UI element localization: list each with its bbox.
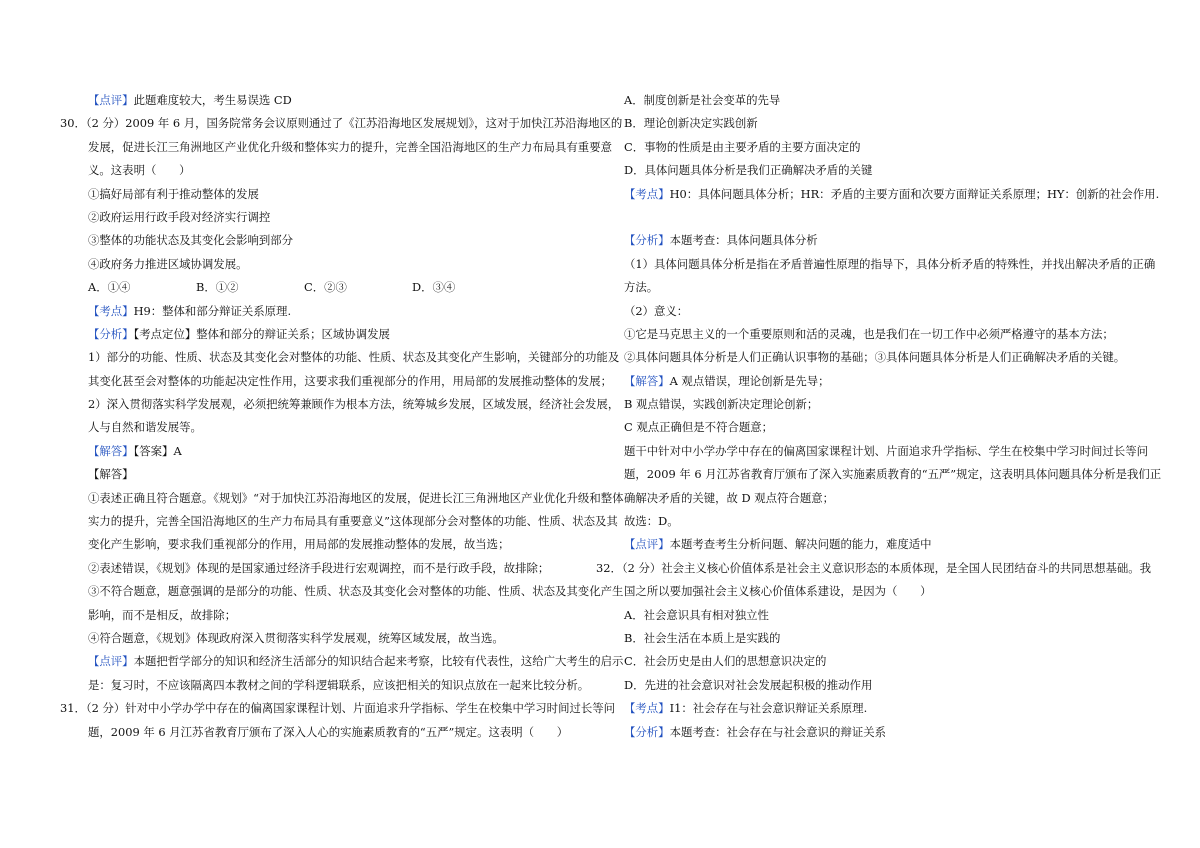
question-number: 32． <box>596 560 622 575</box>
line-text: 题，2009 年 6 月江苏省教育厅颁布了深入人心的实施素质教育的“五严”规定。这表明（ ） <box>88 724 569 739</box>
line-text: A．社会意识具有相对独立性 <box>624 607 769 622</box>
text-line <box>88 229 593 252</box>
answer-option: A．①④ <box>88 280 131 295</box>
section-tag: 【点评】 <box>624 537 670 552</box>
text-line <box>624 463 1162 486</box>
text-line <box>88 206 593 229</box>
line-text: 人与自然和谐发展等。 <box>88 420 202 435</box>
text-line <box>624 323 1129 346</box>
line-text: 国之所以要加强社会主义核心价值体系建设，是因为（ ） <box>624 584 932 599</box>
section-tag: 【分析】 <box>624 233 670 248</box>
text-line <box>624 393 1129 416</box>
text-line <box>624 440 1148 463</box>
line-text: （1）具体问题具体分析是指在矛盾普遍性原理的指导下，具体分析矛盾的特殊性，并找出解决矛盾的正确 <box>624 256 1156 271</box>
text-line <box>624 580 1129 603</box>
line-text: ④政府务力推进区域协调发展。 <box>88 256 248 271</box>
line-text: 此题难度较大，考生易误选 CD <box>133 93 292 107</box>
text-line <box>624 346 1129 369</box>
text-line <box>88 510 618 533</box>
text-line <box>88 580 624 603</box>
text-line <box>88 463 593 486</box>
text-line <box>88 183 593 206</box>
line-text: I1：社会存在与社会意识辩证关系原理. <box>669 701 868 716</box>
text-line <box>624 89 1129 112</box>
line-text: H9：整体和部分辩证关系原理. <box>133 303 292 318</box>
section-tag: 【考点】 <box>624 701 670 716</box>
text-line <box>624 159 1129 182</box>
section-tag: 【解答】 <box>624 373 670 388</box>
section-tag: 【点评】 <box>88 93 134 107</box>
question-number: 31． <box>60 701 86 716</box>
text-line <box>88 674 593 697</box>
text-line <box>624 604 1129 627</box>
line-text: 影响，而不是相反，故排除； <box>88 607 237 622</box>
text-line <box>624 487 1129 510</box>
line-text: （2 分）社会主义核心价值体系是社会主义意识形态的本质体现，是全国人民团结奋斗的共同思想基础。我 <box>621 560 1152 575</box>
line-text: B．理论创新决定实践创新 <box>624 116 758 131</box>
text-line <box>88 89 593 112</box>
text-line <box>624 510 1129 533</box>
line-text: 其变化甚至会对整体的功能起决定性作用，这要求我们重视部分的作用，用局部的发展推动整体的发展； <box>88 373 612 388</box>
text-line <box>88 557 593 580</box>
line-text: 题干中针对中小学办学中存在的偏离国家课程计划、片面追求升学指标、学生在校集中学习时间过长等问 <box>624 443 1148 458</box>
text-line <box>624 627 1129 650</box>
line-text: ③整体的功能状态及其变化会影响到部分 <box>88 233 294 248</box>
text-line <box>88 627 593 650</box>
text-line <box>88 370 612 393</box>
section-tag: 【分析】 <box>624 724 670 739</box>
line-text: （2 分）针对中小学办学中存在的偏离国家课程计划、片面追求升学指标、学生在校集中学习时间过长等问 <box>85 701 616 716</box>
text-line <box>88 323 593 346</box>
section-tag: 【解答】 <box>88 443 134 458</box>
text-line <box>624 253 1156 276</box>
text-line <box>88 604 593 627</box>
line-text: 实力的提升，完善全国沿海地区的生产力布局具有重要意义”这体现部分会对整体的功能、性质、状态及其 <box>88 514 618 529</box>
line-text: ④符合题意，《规划》体现政府深入贯彻落实科学发展观，统筹区域发展，故当选。 <box>88 630 504 645</box>
text-line <box>88 393 620 416</box>
text-line <box>88 487 624 510</box>
line-text: 【考点定位】整体和部分的辩证关系；区域协调发展 <box>133 326 390 341</box>
line-text: A 观点错误，理论创新是先导； <box>669 373 830 388</box>
text-line <box>624 697 1129 720</box>
line-text: C．事物的性质是由主要矛盾的主要方面决定的 <box>624 139 861 154</box>
line-text: 本题考查：社会存在与社会意识的辩证关系 <box>669 724 887 739</box>
text-line <box>88 159 593 182</box>
line-text: ②表述错误，《规划》体现的是国家通过经济手段进行宏观调控，而不是行政手段，故排除； <box>88 560 550 575</box>
line-text: ②具体问题具体分析是人们正确认识事物的基础；③具体问题具体分析是人们正确解决矛盾的关键。 <box>624 350 1126 365</box>
answer-option: D．③④ <box>412 280 456 295</box>
line-text: 2）深入贯彻落实科学发展观，必须把统筹兼顾作为根本方法，统筹城乡发展，区域发展，经济社会发展， <box>88 397 620 412</box>
line-text: ①搞好局部有利于推动整体的发展 <box>88 186 259 201</box>
section-tag: 【考点】 <box>88 303 134 318</box>
line-text: ①表述正确且符合题意。《规划》“对于加快江苏沿海地区的发展，促进长江三角洲地区产业优化升级和整体 <box>88 490 624 505</box>
text-line <box>88 136 612 159</box>
section-tag: 【考点】 <box>624 186 670 201</box>
text-line <box>88 346 620 369</box>
line-text: ②政府运用行政手段对经济实行调控 <box>88 209 271 224</box>
text-line <box>60 697 616 720</box>
answer-option: B．①② <box>196 280 239 295</box>
text-line <box>624 229 1129 252</box>
right-column <box>596 89 1162 744</box>
line-text: 本题考查考生分析问题、解决问题的能力，难度适中 <box>669 537 932 552</box>
line-text: 变化产生影响，要求我们重视部分的作用，用局部的发展推动整体的发展，故当选； <box>88 537 510 552</box>
line-text: 题，2009 年 6 月江苏省教育厅颁布了深入实施素质教育的“五严”规定，这表明具体问题具体分析是我们正 <box>624 467 1162 482</box>
line-text: 1）部分的功能、性质、状态及其变化会对整体的功能、性质、状态及其变化产生影响，关键部分的功能及 <box>88 350 620 365</box>
text-line <box>624 533 1129 556</box>
line-text: A．制度创新是社会变革的先导 <box>624 93 781 107</box>
text-line <box>88 276 593 299</box>
answer-option: C．②③ <box>304 280 347 295</box>
text-line <box>88 533 593 556</box>
line-text: H0：具体问题具体分析；HR：矛盾的主要方面和次要方面辩证关系原理；HY：创新的社会作用. <box>669 186 1160 201</box>
text-line <box>624 721 1129 744</box>
text-line <box>624 416 1129 439</box>
section-tag: 【点评】 <box>88 654 134 669</box>
text-line <box>88 253 593 276</box>
line-text: 确解决矛盾的关键，故 D 观点符合题意； <box>624 490 835 505</box>
text-line <box>624 136 1129 159</box>
line-text: C．社会历史是由人们的思想意识决定的 <box>624 654 827 669</box>
line-text: D．先进的社会意识对社会发展起积极的推动作用 <box>624 677 873 692</box>
line-text: 方法。 <box>624 280 659 295</box>
section-tag: 【分析】 <box>88 326 134 341</box>
text-line <box>624 276 1129 299</box>
line-text: 【解答】 <box>88 467 134 482</box>
line-text: 义。这表明（ ） <box>88 163 191 178</box>
line-text: （2 分）2009 年 6 月，国务院常务会议原则通过了《江苏沿海地区发展规划》，这对于加快江苏沿海地区的 <box>85 116 623 131</box>
line-text: D．具体问题具体分析是我们正确解决矛盾的关键 <box>624 163 873 178</box>
text-line <box>624 650 1129 673</box>
text-line <box>624 370 1129 393</box>
text-line <box>88 300 593 323</box>
line-text: 本题把哲学部分的知识和经济生活部分的知识结合起来考察，比较有代表性，这给广大考生的启示 <box>133 654 624 669</box>
text-line <box>624 300 1129 323</box>
line-text: 是：复习时，不应该隔离四本教材之间的学科逻辑联系，应该把相关的知识点放在一起来比较分析。 <box>88 677 590 692</box>
text-line <box>624 674 1129 697</box>
text-line <box>60 112 623 135</box>
text-line <box>88 650 624 673</box>
line-text: （2）意义： <box>624 303 689 318</box>
line-text: 【答案】A <box>133 443 182 458</box>
text-line <box>624 112 1129 135</box>
line-text: 本题考查：具体问题具体分析 <box>669 233 818 248</box>
question-number: 30． <box>60 116 86 131</box>
line-text: ①它是马克思主义的一个重要原则和活的灵魂，也是我们在一切工作中必须严格遵守的基本方法； <box>624 326 1114 341</box>
line-text: B．社会生活在本质上是实践的 <box>624 630 781 645</box>
line-text: B 观点错误，实践创新决定理论创新； <box>624 397 819 412</box>
text-line <box>88 416 593 439</box>
text-line <box>88 440 593 463</box>
line-text: 故选：D。 <box>624 514 679 529</box>
text-line <box>624 183 1160 206</box>
line-text: ③不符合题意，题意强调的是部分的功能、性质、状态及其变化会对整体的功能、性质、状态及其变化产生 <box>88 584 624 599</box>
text-line <box>596 557 1152 580</box>
line-text: C 观点正确但是不符合题意； <box>624 420 774 435</box>
text-line <box>88 721 593 744</box>
text-line <box>624 206 1129 229</box>
line-text: 发展，促进长江三角洲地区产业优化升级和整体实力的提升，完善全国沿海地区的生产力布局具有重要意 <box>88 139 612 154</box>
